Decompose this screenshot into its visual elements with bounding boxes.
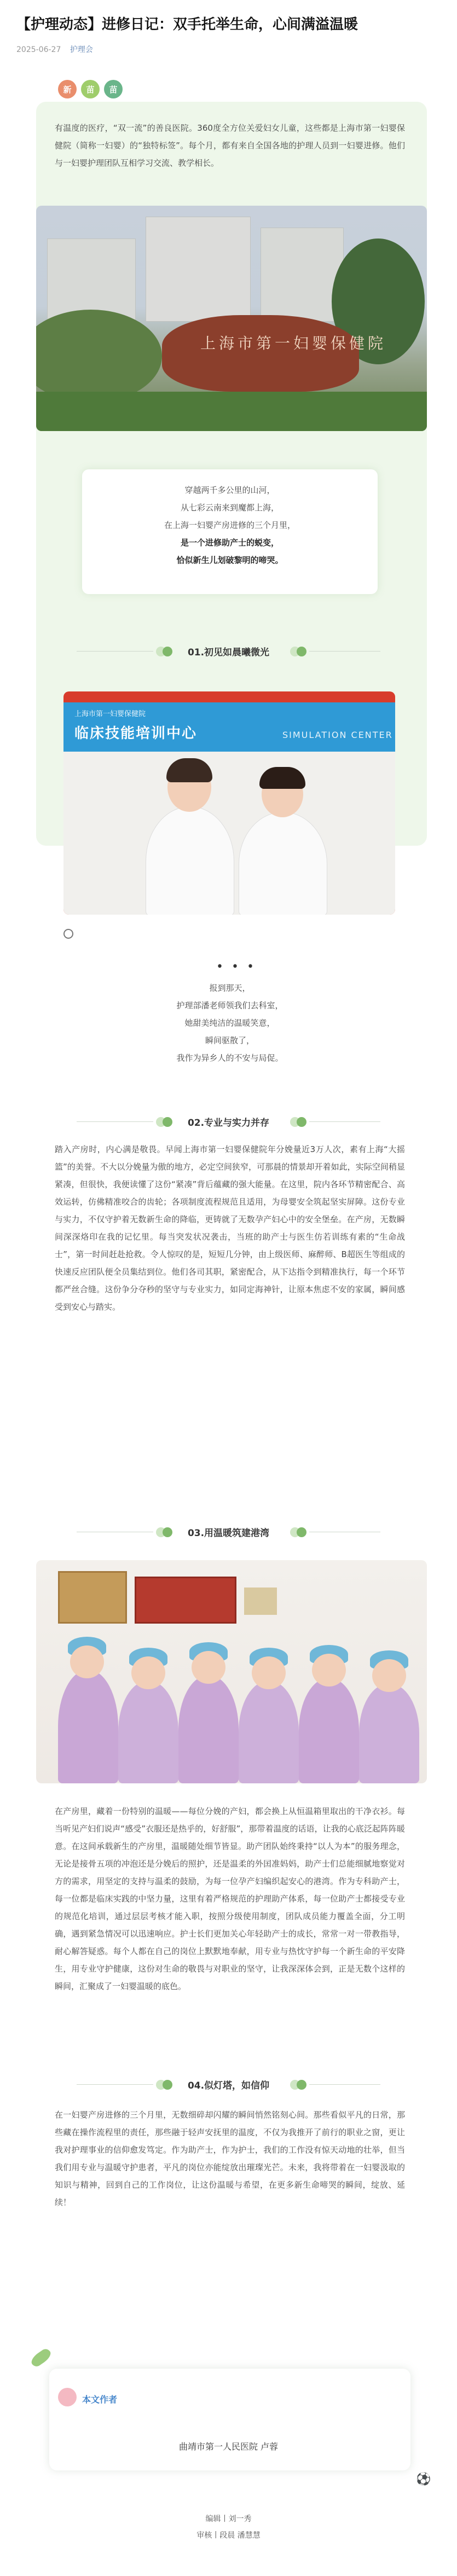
award-banner (135, 1577, 236, 1624)
nurse-left (146, 806, 234, 915)
nurse-5 (299, 1678, 359, 1783)
nurse-right-hair (259, 767, 305, 789)
lawn (36, 392, 427, 431)
poem-1-line-3: 在上海一妇婴产房进修的三个月里， (164, 520, 296, 530)
nurse-right (239, 812, 327, 915)
section-title-01: 01.初见如晨曦微光 (187, 647, 270, 658)
poem-1-line-5: 恰似新生儿划破黎明的啼哭。 (176, 555, 284, 565)
badge-2: 苗 (81, 80, 100, 98)
poem-2 (82, 979, 378, 1067)
author-card (49, 2369, 410, 2470)
poem-1-line-2: 从七彩云南来到魔都上海， (180, 503, 279, 513)
article-date: 2025-06-27 (16, 45, 61, 54)
simulation-center-photo (63, 691, 395, 915)
section-heading-04 (0, 2073, 457, 2095)
section-divider-right (309, 2084, 380, 2085)
tree-left (36, 310, 162, 403)
section-heading-03 (0, 1521, 457, 1543)
article-source[interactable]: 护理会 (70, 45, 93, 54)
building-center (146, 217, 251, 322)
poem-1-line-1: 穿越两千多公里的山河， (184, 485, 275, 495)
section-heading-02 (0, 1110, 457, 1132)
nurse-4 (239, 1680, 299, 1783)
hospital-entrance-photo (36, 206, 427, 431)
nurse-2 (118, 1680, 178, 1783)
paragraph-section-02: 踏入产房时，内心满是敬畏。早闻上海市第一妇婴保健院年分娩量近3万人次，素有上海“大摇篮”的美誉。不大以分娩量为傲的地方，必定空间狭窄，可那晨的情景却开着如此，实际空间稍显紧凑，但很快，我便读懂了这份“紧凑”背后蕴藏的强大能量。在这里，院内各环节精密配合、高效运转，仿佛精准咬合的齿轮；各项制度流程规范且适用，为母婴安全筑起坚实屏障。这份专业与实力，不仅守护着无数新生命的降临，更铸就了无数孕产妇心中的安全堡垒。在产房，无数瞬间深深烙印在我的记忆里。每当突发状况袭击，当班的助产士与医生仿若训练有素的“生命战士”，第一时间赶赴抢救。令人惊叹的是，短短几分钟，由上级医师、麻醉师、B超医生等组成的快速反应团队便全员集结到位。他们各司其职，紧密配合，从下达指令到精准执行，每一个环节都严丝合缝。这份争分夺秒的坚守与专业实力，如同定海神针，让原本焦虑不安的家属，瞬间感受到安心与踏实。 (55, 1144, 405, 1312)
soccer-ball-icon: ⚽ (416, 2473, 431, 2486)
nurse-2-head (131, 1656, 165, 1689)
nurse-4-head (252, 1656, 286, 1689)
award-plaque-2 (244, 1588, 277, 1615)
editor-line: 编辑丨刘一秀 (205, 2515, 252, 2523)
delivery-team-photo (36, 1560, 427, 1783)
carousel-indicator[interactable] (63, 929, 73, 939)
poem-1 (82, 481, 378, 569)
badge-1: 新 (58, 80, 77, 98)
paragraph-section-03: 在产房里，藏着一份特别的温暖——每位分娩的产妇，都会换上从恒温箱里取出的干净衣衫。每当听见产妇们说声“感受”衣服还是热乎的，好舒服”，那带着温度的话语，让我的心底泛起阵阵暖意。在这间承载新生的产房里，温暖随处细节皆显。助产团队始终秉持“以人为本”的服务理念，无论是接骨五项的冲泡还是分娩后的照护，还是温柔的外囯准妈妈，助产士们总能细腻地察觉对方的需求，用坚定的支持与温柔的鼓励，为每一位孕产妇编织起安心的港湾。作为专科助产士，每一位都是临床实践的中坚力量，这里有着严格规范的护理助产体系，每一位助产士都接受专业的规范化培训，通过层层考核才能入职，按照分级使用制度，团队成员能力覆盖全面，分工明确，遇到紧急情况可以迅速响应。护士长们更加关心年轻助产士的成长，常常一对一带教指导，耐心解答疑惑。每个人都在自己的岗位上默默地奉献，用专业与热忱守护每一个新生命的平安降生，用专业守护健康，这份对生命的敬畏与对职业的坚守，让我深深体会到，正是无数个这样的瞬间，汇聚成了一妇婴温暖的底色。 (55, 1806, 405, 1991)
editor-credits (0, 2511, 457, 2544)
section-heading-01 (0, 640, 457, 662)
section-dot (297, 1527, 306, 1537)
poem-2-line-2: 护理部潘老师领我们去科室， (176, 1001, 284, 1010)
article-meta (16, 44, 100, 55)
nurse-3-head (192, 1651, 225, 1684)
carved-stone (162, 315, 359, 392)
author-org: 曲靖市第一人民医院 卢蓉 (178, 2441, 279, 2452)
leaf-decoration-icon (29, 2347, 53, 2368)
decorative-dots: • • • (216, 960, 256, 974)
nurse-5-head (312, 1654, 346, 1687)
poem-2-line-1: 报到那天， (209, 983, 251, 993)
article-title: 【护理动态】进修日记：双手托举生命，心间满溢温暖 (16, 16, 358, 33)
poem-2-line-4: 瞬间驱散了， (205, 1036, 254, 1045)
stone-inscription: 上海市第一妇婴保健院 (200, 334, 387, 352)
poem-2-line-3: 她甜美纯洁的温暖笑意， (184, 1018, 275, 1028)
reviewer-line: 审核丨段晨 潘慧慧 (196, 2531, 261, 2540)
nurse-6-head (372, 1659, 406, 1692)
paragraph-section-04: 在一妇婴产房进修的三个月里，无数细碎却闪耀的瞬间悄然铭刻心间。那些看似平凡的日常，那些藏在操作流程里的责任，那些融于轻声安抚里的温度，不仅为我推开了前行的职业之窗，更让我对护理事业的信仰愈发笃定。作为助产士，作为护士，我们的工作没有惊天动地的壮举，但当我们用专业与温暖守护患者，平凡的岗位亦能绽放出璀璨光芒。未来，我将带着在一妇婴汲取的知识与精神，回到自己的工作岗位，让这份温暖与希望，在更多新生命啼哭的瞬间，绽放、延续！ (55, 2110, 405, 2207)
sign-main-text: 临床技能培训中心 (74, 725, 198, 742)
nurse-6 (359, 1683, 419, 1783)
nurse-1-head (70, 1645, 104, 1678)
section-title-02: 02.专业与实力并存 (187, 1118, 270, 1129)
section-title-03: 03.用温暖筑建港湾 (187, 1528, 270, 1539)
poem-2-line-5: 我作为异乡人的不安与局促。 (176, 1053, 284, 1063)
nurse-1 (58, 1670, 118, 1783)
sign-top-text: 上海市第一妇婴保健院 (74, 710, 146, 718)
author-tag: 本文作者 (82, 2394, 118, 2405)
author-avatar-icon (58, 2388, 77, 2406)
poem-1-line-4: 是一个进修助产士的蜕变， (180, 538, 279, 548)
nurse-3 (178, 1675, 239, 1783)
section-dot (297, 647, 306, 656)
section-dot (297, 1117, 306, 1127)
section-dot (297, 2080, 306, 2090)
section-divider-right (309, 651, 380, 652)
intro-paragraph: 有温度的医疗，“双一流”的善良医院。360度全方位关爱妇女儿童，这些都是上海市第一妇婴保健院（简称一妇婴）的“独特标签”。每个月，都有来自全国各地的护理人员到一妇婴进修。他们与一妇婴护理团队互相学习交流、教学相长。 (55, 123, 405, 168)
badge-3: 苗 (104, 80, 123, 98)
header-badges (58, 80, 123, 98)
award-plaque-1 (58, 1571, 127, 1624)
building-right (261, 228, 344, 322)
section-divider-right (309, 1121, 380, 1122)
sign-en-text: SIMULATION CENTER (282, 730, 393, 740)
section-title-04: 04.似灯塔，如信仰 (187, 2080, 270, 2091)
